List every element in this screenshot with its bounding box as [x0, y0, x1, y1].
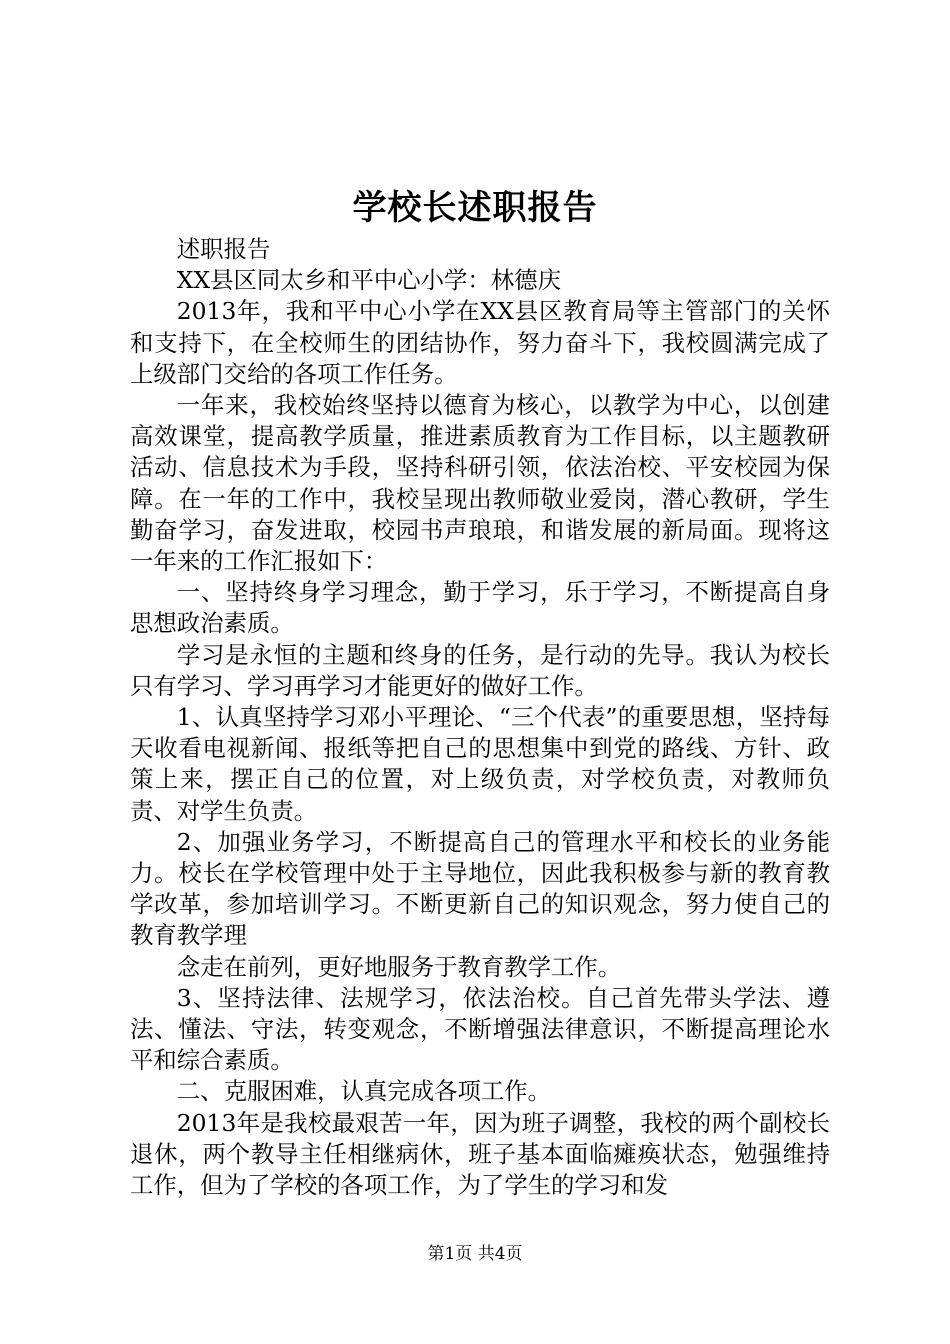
- document-body: [130, 234, 830, 1201]
- paragraph: 1、认真坚持学习邓小平理论、“三个代表”的重要思想，坚持每天收看电视新闻、报纸等把自己的思想集中到党的路线、方针、政策上来，摆正自己的位置，对上级负责，对学校负责，对教师负责、对学生负责。: [130, 703, 830, 825]
- paragraph: 一、坚持终身学习理念，勤于学习，乐于学习，不断提高自身思想政治素质。: [130, 578, 830, 638]
- paragraph: 3、坚持法律、法规学习，依法治校。自己首先带头学法、遵法、懂法、守法，转变观念，不断增强法律意识，不断提高理论水平和综合素质。: [130, 983, 830, 1075]
- paragraph: 学习是永恒的主题和终身的任务，是行动的先导。我认为校长只有学习、学习再学习才能更好的做好工作。: [130, 640, 830, 700]
- paragraph: 2013年是我校最艰苦一年，因为班子调整，我校的两个副校长退休，两个教导主任相继病休，班子基本面临瘫痪状态，勉强维持工作，但为了学校的各项工作，为了学生的学习和发: [130, 1108, 830, 1200]
- paragraph-author: XX县区同太乡和平中心小学：林德庆: [176, 266, 561, 295]
- paragraph: 念走在前列，更好地服务于教育教学工作。: [176, 952, 622, 981]
- page-footer: 第1页 共4页: [427, 1244, 523, 1264]
- document-title: 学校长述职报告: [352, 188, 598, 228]
- paragraph: 2013年，我和平中心小学在XX县区教育局等主管部门的关怀和支持下，在全校师生的团结协作，努力奋斗下，我校圆满完成了上级部门交给的各项工作任务。: [130, 297, 830, 388]
- paragraph: 二、克服困难，认真完成各项工作。: [176, 1077, 552, 1106]
- paragraph-heading: 述职报告: [176, 235, 271, 263]
- paragraph: 一年来，我校始终坚持以德育为核心，以教学为中心，以创建高效课堂，提高教学质量，推进素质教育为工作目标，以主题教研活动、信息技术为手段，坚持科研引领，依法治校、平安校园为保障。在一年的工作中，我校呈现出教师敬业爱岗，潜心教研，学生勤奋学习，奋发进取，校园书声琅琅，和谐发展的新局面。现将这一年来的工作汇报如下：: [130, 391, 830, 576]
- paragraph: 2、加强业务学习，不断提高自己的管理水平和校长的业务能力。校长在学校管理中处于主导地位，因此我积极参与新的教育教学改革，参加培训学习。不断更新自己的知识观念，努力使自己的教育教学理: [130, 827, 830, 950]
